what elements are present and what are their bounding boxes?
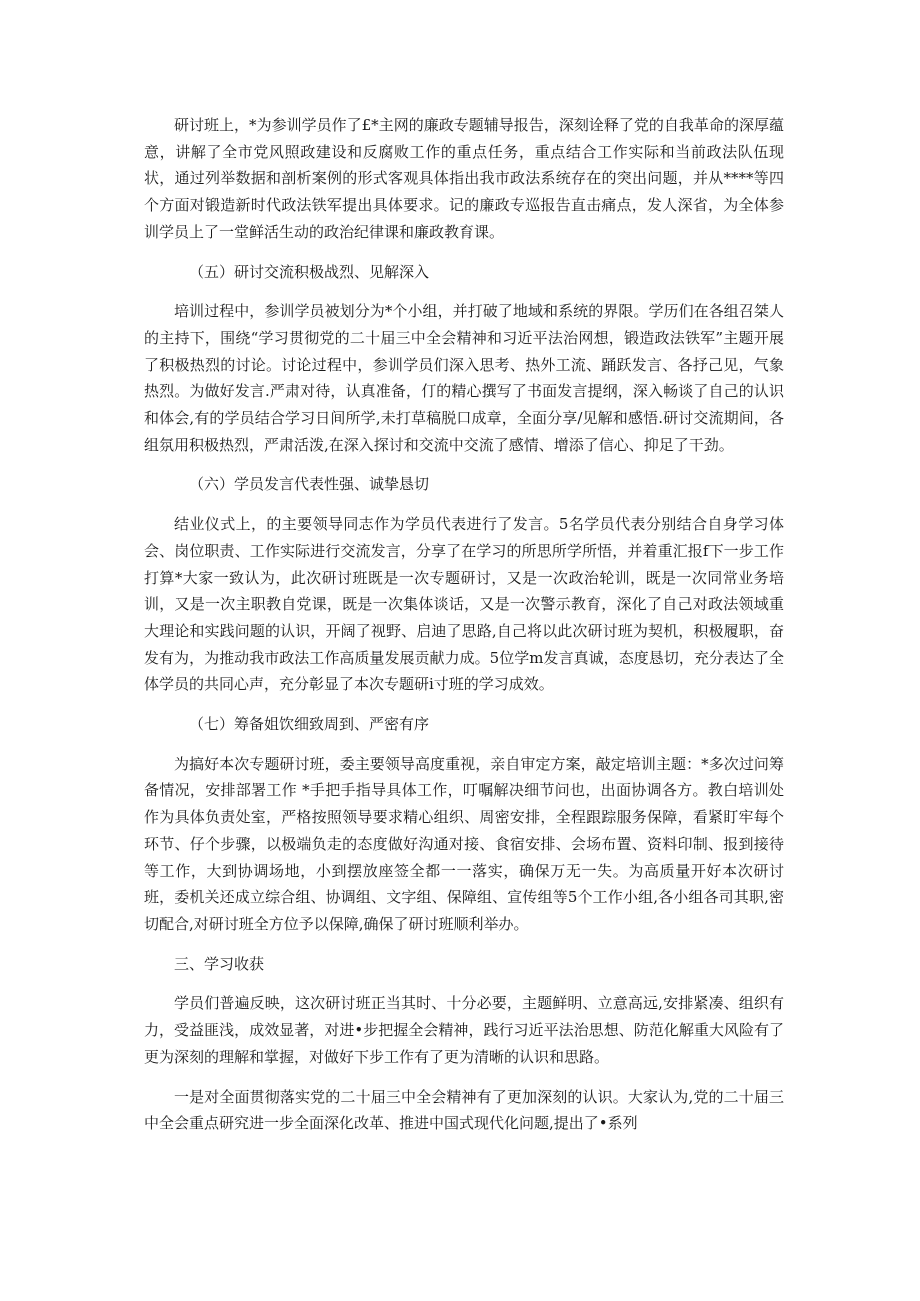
section-heading-5: （五）研讨交流积极战烈、见解深入 [189, 262, 430, 281]
paragraph-graduation-speeches: 结业仪式上，的主要领导同志作为学员代表进行了发言。5名学员代表分别结合自身学习体会、岗位职责、工作实际进行交流发言，分享了在学习的所思所学所悟，并着重汇报f下一步工作打算*大家一致认为，此次研讨班既是一次专题研讨，又是一次政治轮训，既是一次同常业务培训，又是一次主职教自党课，既是一次集体谈话，又是一次警示教育，深化了自己对政法领域重大理论和实践问题的认识，开阔了视野、启迪了思路,自己将以此次研讨班为契机，积极履职，奋发有为，为推动我市政法工作高质量发展贡献力成。5位学m发言真诚，态度恳切，充分表达了全体学员的共同心声，充分彰显了本次专题研i寸班的学习成效。 [144, 515, 784, 694]
section-heading-7: （七）筹备姐饮细致周到、严密有序 [189, 715, 430, 734]
section-heading-learning-outcomes: 三、学习收获 [174, 954, 265, 973]
document-body [144, 112, 784, 1150]
paragraph-discussion: 培训过程中，参训学员被划分为*个小组，并打破了地域和系统的界限。学历们在各组召桀人的主持下，围绕“学习贯彻党的二十届三中全会精神和习近平法治网想，锻造政法铁军”主题开展了积极热烈的讨论。讨论过程中，参训学员们深入思考、热外工流、踊跃发言、各抒己见，气象热烈。为做好发言.严肃对待，认真准备，仃的精心撰写了书面发言提纲，深入畅谈了自己的认识和体会,有的学员结合学习日间所学,未打草稿脱口成章，全面分享/见解和感悟.研讨交流期间，各组氛用积极热烈，严肃活泼,在深入探讨和交流中交流了感情、增添了信心、抑足了干劲。 [144, 302, 784, 454]
paragraph-preparation: 为搞好本次专题研讨班，委主要领导高度重视，亲自审定方案，敲定培训主题：*多次过问筹备情况，安排部署工作 *手把手指导具体工作，叮嘱解决细节问也，出面协调各方。教白培训处作为具体负责处室，严格按照领导要求精心组织、周密安排，全程跟踪服务保障，看紧盯牢每个环节、仔个步骤，以极端负走的态度做好沟通对接、食宿安排、会场布置、资料印制、报到接待等工作，大到协调场地，小到摆放座签全都一一落实，确保万无一失。为高质量开好本次研讨班，委机关还成立综合组、协调组、文字组、保障组、宣传组等5个工作小组,各小组各司其职,密切配合,对研讨班全方位予以保障,确保了研讨班顺利举办。 [144, 754, 784, 933]
section-heading-6: （六）学员发言代表性强、诚挚恳切 [189, 475, 430, 494]
paragraph-feedback: 学员们普遍反映，这次研讨班正当其时、十分必要，主题鲜明、立意高远,安排紧凑、组织有力，受益匪浅，成效显著，对进•步把握全会精神，践行习近平法治思想、防范化解重大风险有了更为深刻的理解和掌握，对做好下步工作有了更为清晰的认识和思路。 [144, 994, 784, 1066]
paragraph-first-outcome: 一是对全面贯彻落实党的二十届三中全会精神有了更加深刻的认识。大家认为,党的二十届三中全会重点研究进一步全面深化改革、推进中国式现代化问题,提出了•系列 [144, 1087, 784, 1133]
paragraph-seminar-report: 研讨班上，*为参训学员作了£*主网的廉政专题辅导报告，深刻诠释了党的自我革命的深厚蕴意，讲解了全市党风照政建设和反腐败工作的重点任务，重点结合工作实际和当前政法队伍现状，通过列举数据和剖析案例的形式客观具体指出我市政法系统存在的突出问题，并从****等四个方面对锻造新时代政法铁军提出具体要求。记的廉政专巡报告直击痛点，发人深省，为全体参训学员上了一堂鲜活生动的政治纪律课和廉政教育课。 [144, 116, 784, 241]
